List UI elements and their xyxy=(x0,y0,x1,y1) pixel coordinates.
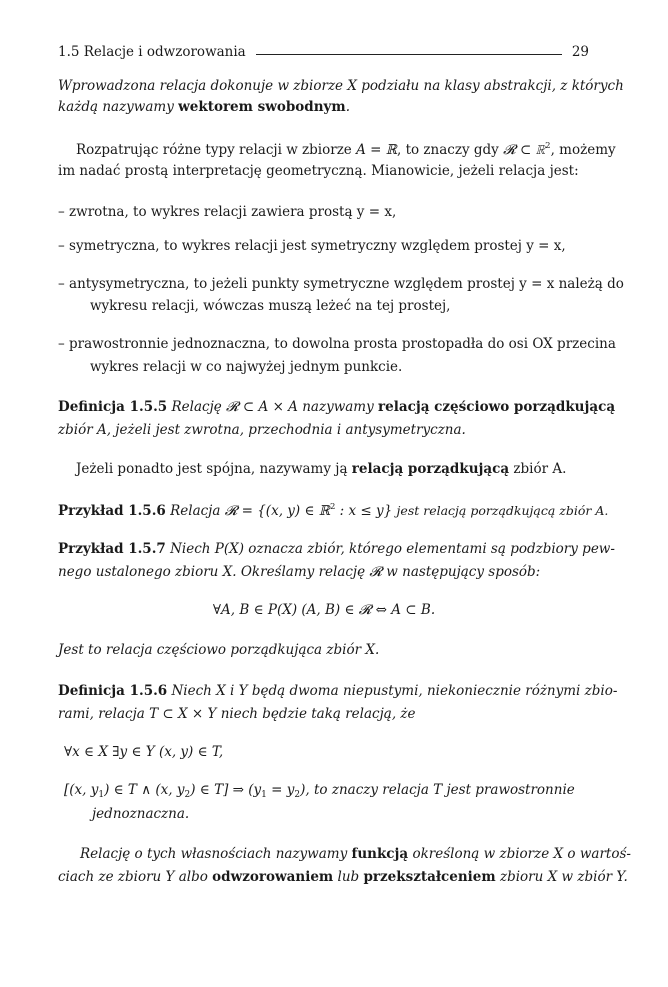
math-subset: 𝓡 ⊂ ℝ xyxy=(503,142,546,158)
term-function: funkcją xyxy=(351,846,409,862)
math-sub: 1 xyxy=(261,790,267,800)
def-1-5-6-line2: rami, relacja T ⊂ X × Y niech będzie taką relacją, że xyxy=(58,706,416,722)
p1-period: . xyxy=(345,99,350,115)
example-1-5-6 xyxy=(58,502,609,519)
def-1-5-6-label: Definicja 1.5.6 xyxy=(58,683,168,699)
bullet-reflexive: – zwrotna, to wykres relacji zawiera prostą y = x, xyxy=(58,204,397,220)
math-part: ) ∈ T] ⇒ (y xyxy=(190,782,262,798)
def-1-5-6-cond-line2: jednoznaczna. xyxy=(92,806,190,822)
p4-text: określoną w zbiorze X o wartoś- xyxy=(412,846,631,862)
p4-text: zbioru X w zbiór Y. xyxy=(499,869,628,885)
p2-text-b: , to znaczy gdy xyxy=(396,142,499,158)
p4-text: Relację o tych własnościach nazywamy xyxy=(80,846,348,862)
def-1-5-5-text: Relację 𝓡 ⊂ A × A nazywamy xyxy=(171,399,374,415)
math-part: [(x, y xyxy=(64,782,99,798)
p1-line2 xyxy=(58,101,590,115)
math-set: {(x, y) ∈ ℝ xyxy=(257,503,330,519)
def-1-5-6-text: Niech X i Y będą dwoma niepustymi, niekoniecznie różnymi zbio- xyxy=(171,683,618,699)
example-1-5-7-conclusion: Jest to relacja częściowo porządkująca zbiór X. xyxy=(58,642,380,658)
example-1-5-7-line1 xyxy=(58,541,615,557)
formula-total: ∀x ∈ X ∃y ∈ Y (x, y) ∈ T, xyxy=(64,744,224,760)
example-1-5-7-text: Niech P(X) oznacza zbiór, którego elementami są podzbiory pew- xyxy=(170,541,615,557)
math-set-eq: A = ℝ xyxy=(356,142,397,158)
p2-text-a: Rozpatrując różne typy relacji w zbiorze xyxy=(76,142,352,158)
example-1-5-6-end: jest relacją porządkującą zbiór A. xyxy=(396,503,609,518)
p2-line2: im nadać prostą interpretację geometryczną. Mianowicie, jeżeli relacja jest: xyxy=(58,163,579,179)
example-1-5-6-text: Relacja 𝓡 = xyxy=(170,503,253,519)
math-part: ) ∈ T ∧ (x, y xyxy=(104,782,185,798)
p1-line1: Wprowadzona relacja dokonuje w zbiorze X podziału na klasy abstrakcji, z których xyxy=(58,78,624,94)
p4-text: lub xyxy=(337,869,360,885)
def-1-5-5-label: Definicja 1.5.5 xyxy=(58,399,168,415)
def-1-5-6-line1 xyxy=(58,683,618,699)
example-1-5-6-label: Przykład 1.5.6 xyxy=(58,503,166,519)
bullet-antisymmetric-line1: – antysymetryczna, to jeżeli punkty symetryczne względem prostej y = x należą do xyxy=(58,276,624,292)
bullet-functional-line1: – prawostronnie jednoznaczna, to dowolna prosta prostopadła do osi OX przecina xyxy=(58,336,616,352)
example-1-5-7-line2: nego ustalonego zbioru X. Określamy relację 𝓡 w następujący sposób: xyxy=(58,564,541,580)
term-total-order: relacją porządkującą xyxy=(351,461,510,477)
p4-text: ciach ze zbioru Y albo xyxy=(58,869,208,885)
math-sub: 2 xyxy=(294,790,301,800)
example-1-5-7-label: Przykład 1.5.7 xyxy=(58,541,166,557)
math-sub: 1 xyxy=(98,790,105,800)
term-partial-order: relacją częściowo porządkującą xyxy=(378,399,616,415)
bullet-antisymmetric-line2: wykresu relacji, wówczas muszą leżeć na tej prostej, xyxy=(90,298,451,314)
formula-subset-relation: ∀A, B ∈ P(X) (A, B) ∈ 𝓡 ⇔ A ⊂ B. xyxy=(212,602,436,618)
def-1-5-5-line2: zbiór A, jeżeli jest zwrotna, przechodnia i antysymetryczna. xyxy=(58,422,466,438)
math-set-cond: : x ≤ y} xyxy=(335,503,393,519)
formula-functional xyxy=(64,784,590,800)
term-transformation: przekształceniem xyxy=(363,869,496,885)
def-1-5-6-cond-text: to znaczy relacja T jest prawostronnie xyxy=(314,782,575,798)
p2-text-c: , możemy xyxy=(550,142,616,158)
math-sup: 2 xyxy=(545,141,551,151)
header-rule xyxy=(256,54,562,55)
p2-line1 xyxy=(76,141,616,158)
math-sub: 2 xyxy=(184,790,191,800)
math-part: ), xyxy=(300,782,310,798)
p3-text: Jeżeli ponadto jest spójna, nazywamy ją xyxy=(76,461,348,477)
p3-end: zbiór A. xyxy=(513,461,567,477)
def-1-5-5-line1 xyxy=(58,399,616,415)
bullet-functional-line2: wykres relacji w co najwyżej jednym punkcie. xyxy=(90,359,403,375)
p4-line1 xyxy=(80,846,631,862)
math-sup: 2 xyxy=(329,502,336,512)
p4-line2 xyxy=(58,869,628,885)
bullet-symmetric: – symetryczna, to wykres relacji jest symetryczny względem prostej y = x, xyxy=(58,238,566,254)
term-free-vector: wektorem swobodnym xyxy=(178,99,346,115)
p1-text: każdą nazywamy xyxy=(58,99,174,115)
page-number: 29 xyxy=(571,44,589,60)
running-header xyxy=(58,40,589,60)
math-part: = y xyxy=(266,782,295,798)
term-mapping: odwzorowaniem xyxy=(212,869,334,885)
p3 xyxy=(76,463,590,477)
section-title: 1.5 Relacje i odwzorowania xyxy=(58,44,246,60)
